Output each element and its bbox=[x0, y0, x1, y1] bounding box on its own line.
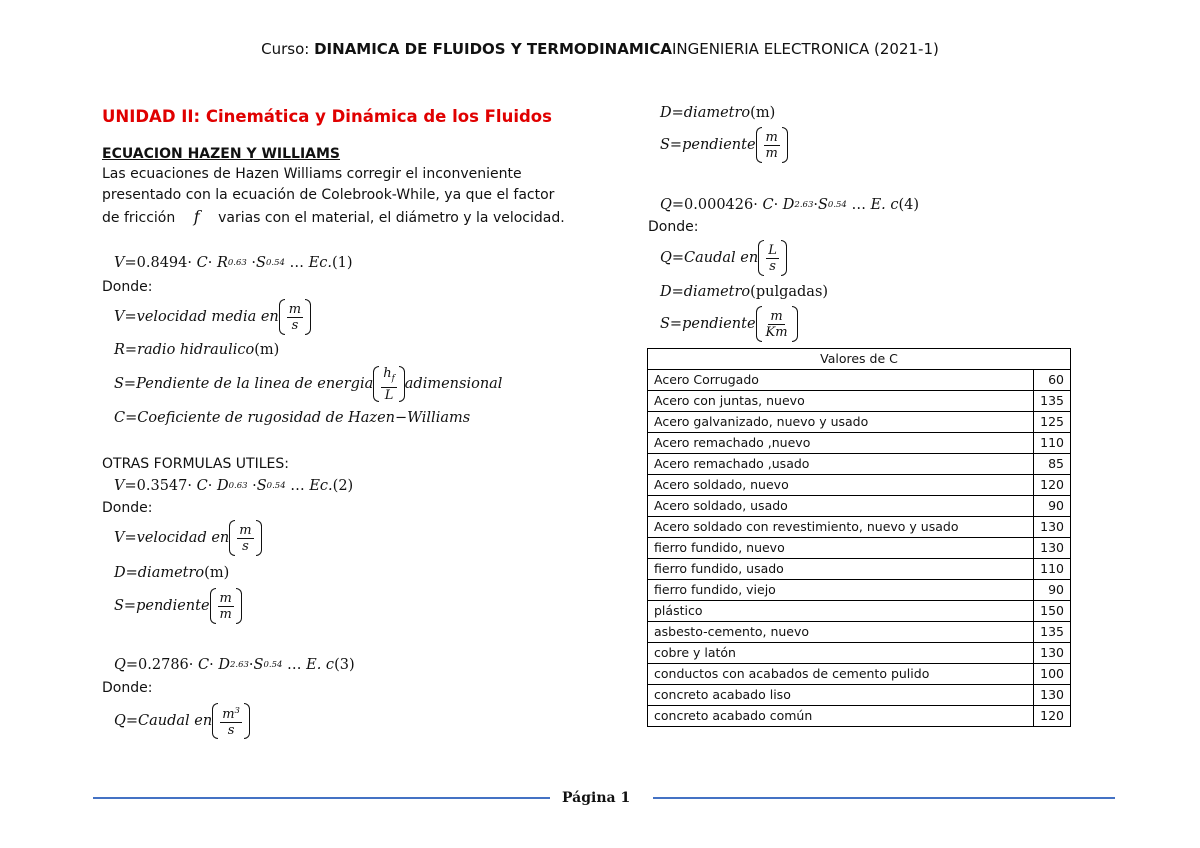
def-flow-3: Q=Caudal en $\frac{m^3}{s}$ bbox=[114, 703, 250, 739]
material-cell: Acero soldado con revestimiento, nuevo y usado bbox=[648, 517, 1034, 538]
table-row bbox=[648, 559, 1071, 580]
def-coefficient: C=Coeficiente de rugosidad de Hazen−Williams bbox=[114, 410, 471, 426]
c-value-cell: 125 bbox=[1034, 412, 1071, 433]
table-row bbox=[648, 538, 1071, 559]
course-name: DINAMICA DE FLUIDOS Y TERMODINAMICA bbox=[314, 40, 672, 58]
intro-paragraph bbox=[102, 164, 565, 229]
c-value-cell: 130 bbox=[1034, 643, 1071, 664]
donde-label-4: Donde: bbox=[648, 219, 699, 235]
table-body bbox=[648, 370, 1071, 727]
material-cell: Acero galvanizado, nuevo y usado bbox=[648, 412, 1034, 433]
def-flow-4: Q=Caudal en $\frac{L}{s}$ bbox=[660, 240, 787, 276]
table-row bbox=[648, 370, 1071, 391]
c-value-cell: 120 bbox=[1034, 475, 1071, 496]
c-value-cell: 150 bbox=[1034, 601, 1071, 622]
material-cell: conductos con acabados de cemento pulido bbox=[648, 664, 1034, 685]
table-row bbox=[648, 496, 1071, 517]
def-slope-2: S=pendiente $\frac{m}{m}$ bbox=[114, 588, 242, 624]
def-slope-top: S=pendiente $\frac{m}{m}$ bbox=[660, 127, 788, 163]
table-row bbox=[648, 391, 1071, 412]
intro-line-3: de fricción f varias con el material, el diámetro y la velocidad. bbox=[102, 207, 565, 226]
material-cell: fierro fundido, usado bbox=[648, 559, 1034, 580]
material-cell: Acero remachado ,nuevo bbox=[648, 433, 1034, 454]
donde-label-1: Donde: bbox=[102, 279, 153, 295]
c-value-cell: 120 bbox=[1034, 706, 1071, 727]
career-label: INGENIERIA ELECTRONICA (2021-1) bbox=[671, 40, 939, 58]
material-cell: cobre y latón bbox=[648, 643, 1034, 664]
table-row bbox=[648, 664, 1071, 685]
table-header-row bbox=[648, 349, 1071, 370]
def-diameter-2: D=diametro (m) bbox=[114, 565, 230, 581]
equation-1: V = 0.8494 · C · R 0.63 · S 0.54 … Ec. (1) bbox=[114, 255, 353, 271]
page-header bbox=[0, 40, 1200, 58]
def-diameter-top: D=diametro (m) bbox=[660, 105, 776, 121]
material-cell: Acero remachado ,usado bbox=[648, 454, 1034, 475]
def-radius: R=radio hidraulico (m) bbox=[114, 342, 280, 358]
material-cell: concreto acabado común bbox=[648, 706, 1034, 727]
equation-2: V = 0.3547 · C · D 0.63 · S 0.54 … Ec. (2) bbox=[114, 478, 354, 494]
c-value-cell: 110 bbox=[1034, 559, 1071, 580]
table-row bbox=[648, 622, 1071, 643]
table-row bbox=[648, 580, 1071, 601]
material-cell: concreto acabado liso bbox=[648, 685, 1034, 706]
table-row bbox=[648, 643, 1071, 664]
c-value-cell: 135 bbox=[1034, 622, 1071, 643]
friction-symbol: f bbox=[193, 207, 200, 226]
table-row bbox=[648, 454, 1071, 475]
section-title: ECUACION HAZEN Y WILLIAMS bbox=[102, 146, 341, 162]
other-formulas-label: OTRAS FORMULAS UTILES: bbox=[102, 456, 289, 472]
equation-3: Q = 0.2786 · C · D 2.63 · S 0.54 … E. c (3) bbox=[114, 657, 355, 673]
table-row bbox=[648, 706, 1071, 727]
c-value-cell: 130 bbox=[1034, 517, 1071, 538]
material-cell: Acero soldado, usado bbox=[648, 496, 1034, 517]
donde-label-2: Donde: bbox=[102, 500, 153, 516]
material-cell: fierro fundido, viejo bbox=[648, 580, 1034, 601]
material-cell: fierro fundido, nuevo bbox=[648, 538, 1034, 559]
table-title: Valores de C bbox=[648, 349, 1071, 370]
donde-label-3: Donde: bbox=[102, 680, 153, 696]
c-value-cell: 60 bbox=[1034, 370, 1071, 391]
def-diameter-4: D=diametro (pulgadas) bbox=[660, 284, 829, 300]
footer-rule-right bbox=[653, 797, 1115, 799]
c-value-cell: 110 bbox=[1034, 433, 1071, 454]
table-row bbox=[648, 412, 1071, 433]
intro-line-1: Las ecuaciones de Hazen Williams corregir el inconveniente bbox=[102, 166, 522, 182]
def-velocity-2: V=velocidad en $\frac{m}{s}$ bbox=[114, 520, 262, 556]
c-value-cell: 130 bbox=[1034, 538, 1071, 559]
material-cell: plástico bbox=[648, 601, 1034, 622]
table-row bbox=[648, 685, 1071, 706]
table-row bbox=[648, 475, 1071, 496]
intro-line-2: presentado con la ecuación de Colebrook-While, ya que el factor bbox=[102, 187, 555, 203]
table-row bbox=[648, 601, 1071, 622]
c-value-cell: 100 bbox=[1034, 664, 1071, 685]
material-cell: Acero con juntas, nuevo bbox=[648, 391, 1034, 412]
c-value-cell: 90 bbox=[1034, 580, 1071, 601]
unit-title: UNIDAD II: Cinemática y Dinámica de los Fluidos bbox=[102, 107, 552, 126]
c-value-cell: 90 bbox=[1034, 496, 1071, 517]
c-value-cell: 130 bbox=[1034, 685, 1071, 706]
table-row bbox=[648, 433, 1071, 454]
material-cell: Acero Corrugado bbox=[648, 370, 1034, 391]
def-slope-1: S=Pendiente de la linea de energia $\frac{h_f}{L}$ adimensional bbox=[114, 366, 503, 403]
def-slope-4: S=pendiente $\frac{m}{Km}$ bbox=[660, 306, 798, 342]
page-number: Página 1 bbox=[562, 790, 631, 806]
def-velocity-1: V=velocidad media en $\frac{m}{s}$ bbox=[114, 299, 311, 335]
c-value-cell: 85 bbox=[1034, 454, 1071, 475]
material-cell: Acero soldado, nuevo bbox=[648, 475, 1034, 496]
equation-4: Q = 0.000426 · C · D 2.63 · S 0.54 … E. c (4) bbox=[660, 197, 920, 213]
course-label: Curso: bbox=[261, 40, 310, 58]
c-value-cell: 135 bbox=[1034, 391, 1071, 412]
material-cell: asbesto-cemento, nuevo bbox=[648, 622, 1034, 643]
footer-rule-left bbox=[93, 797, 550, 799]
table-row bbox=[648, 517, 1071, 538]
c-values-table bbox=[647, 348, 1071, 727]
